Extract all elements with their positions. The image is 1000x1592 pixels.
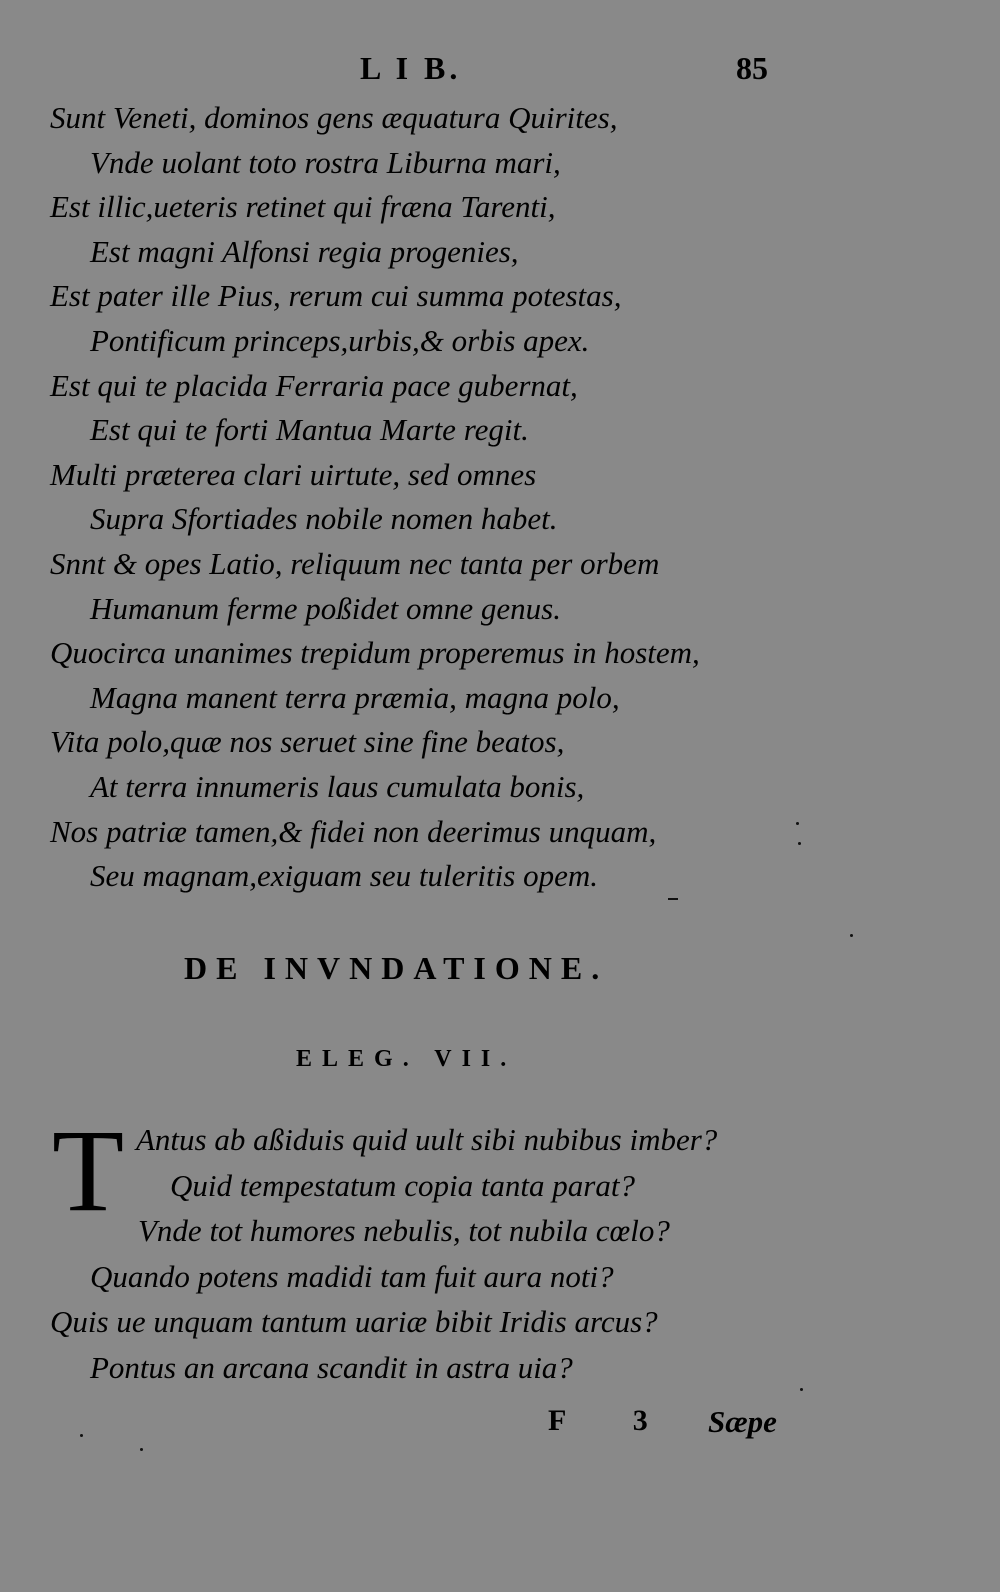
ink-speck [850,934,853,937]
verse-line: Magna manent terra præmia, magna polo, [90,679,620,715]
verse-line: Vnde tot humores nebulis, tot nubila cœlo? [138,1213,670,1249]
verse-line: Quis ue unquam tantum uariæ bibit Iridis arcus? [50,1304,658,1340]
verse-line: Sunt Veneti, dominos gens æquatura Quirites, [50,100,618,135]
verse-line: Est qui te placida Ferraria pace gubernat, [50,367,578,403]
verse-line: Est magni Alfonsi regia progenies, [90,233,519,269]
verse-line: Quocirca unanimes trepidum properemus in hostem, [50,635,700,671]
running-head: L I B. [360,50,462,86]
section-subtitle: ELEG. VII. [296,1046,517,1072]
verse-line: Nos patriæ tamen,& fidei non deerimus unquam, [50,813,657,849]
ink-speck [668,898,678,900]
verse-line: Humanum ferme poßidet omne genus. [90,590,561,626]
signature-mark: F 3 [548,1404,678,1437]
ink-speck [800,1388,803,1391]
verse-line: Est pater ille Pius, rerum cui summa potestas, [50,278,622,314]
verse-line: Quando potens madidi tam fuit aura noti? [90,1258,614,1294]
verse-line: At terra innumeris laus cumulata bonis, [90,768,585,804]
page-number: 85 [736,50,768,86]
verse-line: Multi præterea clari uirtute, sed omnes [50,456,537,492]
verse-line: Pontificum princeps,urbis,& orbis apex. [90,322,590,358]
verse-line: Pontus an arcana scandit in astra uia? [90,1349,573,1385]
verse-line: Snnt & opes Latio, reliquum nec tanta per orbem [50,545,660,581]
ink-speck [140,1448,143,1451]
ink-speck [798,842,801,845]
catchword: Sæpe [708,1404,777,1439]
verse-line: Est illic,ueteris retinet qui fræna Tarenti, [50,189,556,225]
verse-line: Antus ab aßiduis quid uult sibi nubibus imber? [136,1122,718,1157]
poem-two [50,1117,810,1391]
verse-line: Vnde uolant toto rostra Liburna mari, [90,144,561,180]
verse-line: Seu magnam,exiguam seu tuleritis opem. [90,858,598,894]
drop-cap: T [52,1105,125,1236]
poem-one [50,96,810,899]
ink-speck [80,1434,83,1437]
ink-speck [796,822,799,825]
verse-line: Quid tempestatum copia tanta parat? [170,1167,635,1203]
verse-line: Supra Sfortiades nobile nomen habet. [90,501,558,537]
verse-line: Vita polo,quæ nos seruet sine fine beatos, [50,724,565,760]
verse-line: Est qui te forti Mantua Marte regit. [90,412,529,448]
section-title: DE INVNDATIONE. [184,950,609,986]
